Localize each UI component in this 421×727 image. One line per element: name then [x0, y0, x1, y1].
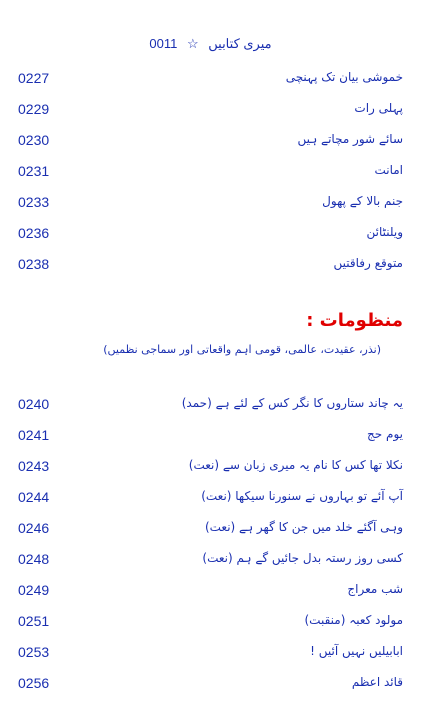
page-number-link[interactable]: 0236 — [18, 225, 50, 241]
page-number-link[interactable]: 0253 — [18, 644, 50, 660]
toc-title[interactable]: متوقع رفاقتیں — [333, 256, 403, 270]
toc-title[interactable]: یہ چاند ستاروں کا نگر کس کے لئے ہے (حمد) — [181, 396, 403, 410]
page-number-link[interactable]: 0251 — [18, 613, 50, 629]
page-number-link[interactable]: 0256 — [18, 675, 50, 691]
section-subtitle: (نذر، عقیدت، عالمی، قومی اہم واقعاتی اور سماجی نظمیں) — [103, 343, 381, 356]
page-number-link[interactable]: 0227 — [18, 70, 50, 86]
toc-title[interactable]: پہلی رات — [354, 101, 403, 115]
toc-title[interactable]: خموشی بیان تک پہنچی — [285, 70, 403, 84]
toc-title[interactable]: سائے شور مچاتے ہیں — [297, 132, 403, 146]
section-heading: منظومات : — [306, 310, 403, 331]
page-number-link[interactable]: 0233 — [18, 194, 50, 210]
page-number-link[interactable]: 0243 — [18, 458, 50, 474]
page-number-link[interactable]: 0240 — [18, 396, 50, 412]
page-number-link[interactable]: 0231 — [18, 163, 50, 179]
page-number-link[interactable]: 0238 — [18, 256, 50, 272]
page-number-link[interactable]: 0244 — [18, 489, 50, 505]
page-number-link[interactable]: 0248 — [18, 551, 50, 567]
toc-title[interactable]: آپ آئے تو بہاروں نے سنورنا سیکھا (نعت) — [201, 489, 403, 503]
toc-title[interactable]: کسی روز رستہ بدل جائیں گے ہم (نعت) — [202, 551, 403, 565]
toc-title[interactable]: قائد اعظم — [351, 675, 403, 689]
toc-title[interactable]: نکلا تھا کس کا نام یہ میری زبان سے (نعت) — [188, 458, 403, 472]
star-icon: ☆ — [186, 36, 199, 51]
page-number-link[interactable]: 0229 — [18, 101, 50, 117]
toc-title[interactable]: ابابیلیں نہیں آئیں ! — [310, 644, 403, 658]
page-number-link[interactable]: 0241 — [18, 427, 50, 443]
toc-title[interactable]: امانت — [374, 163, 403, 177]
books-header — [0, 36, 421, 52]
toc-title[interactable]: شب معراج — [347, 582, 403, 596]
header-code: 0011 — [149, 36, 178, 51]
toc-title[interactable]: ویلنٹائن — [366, 225, 403, 239]
page-number-link[interactable]: 0246 — [18, 520, 50, 536]
page-number-link[interactable]: 0249 — [18, 582, 50, 598]
toc-title[interactable]: جنم بالا کے پھول — [322, 194, 403, 208]
toc-title[interactable]: مولود کعبہ (منقبت) — [304, 613, 403, 627]
toc-title[interactable]: وہی آگئے خلد میں جن کا گھر ہے (نعت) — [204, 520, 403, 534]
toc-title[interactable]: یوم حج — [367, 427, 403, 441]
page-number-link[interactable]: 0230 — [18, 132, 50, 148]
header-title: میری کتابیں — [208, 36, 272, 51]
